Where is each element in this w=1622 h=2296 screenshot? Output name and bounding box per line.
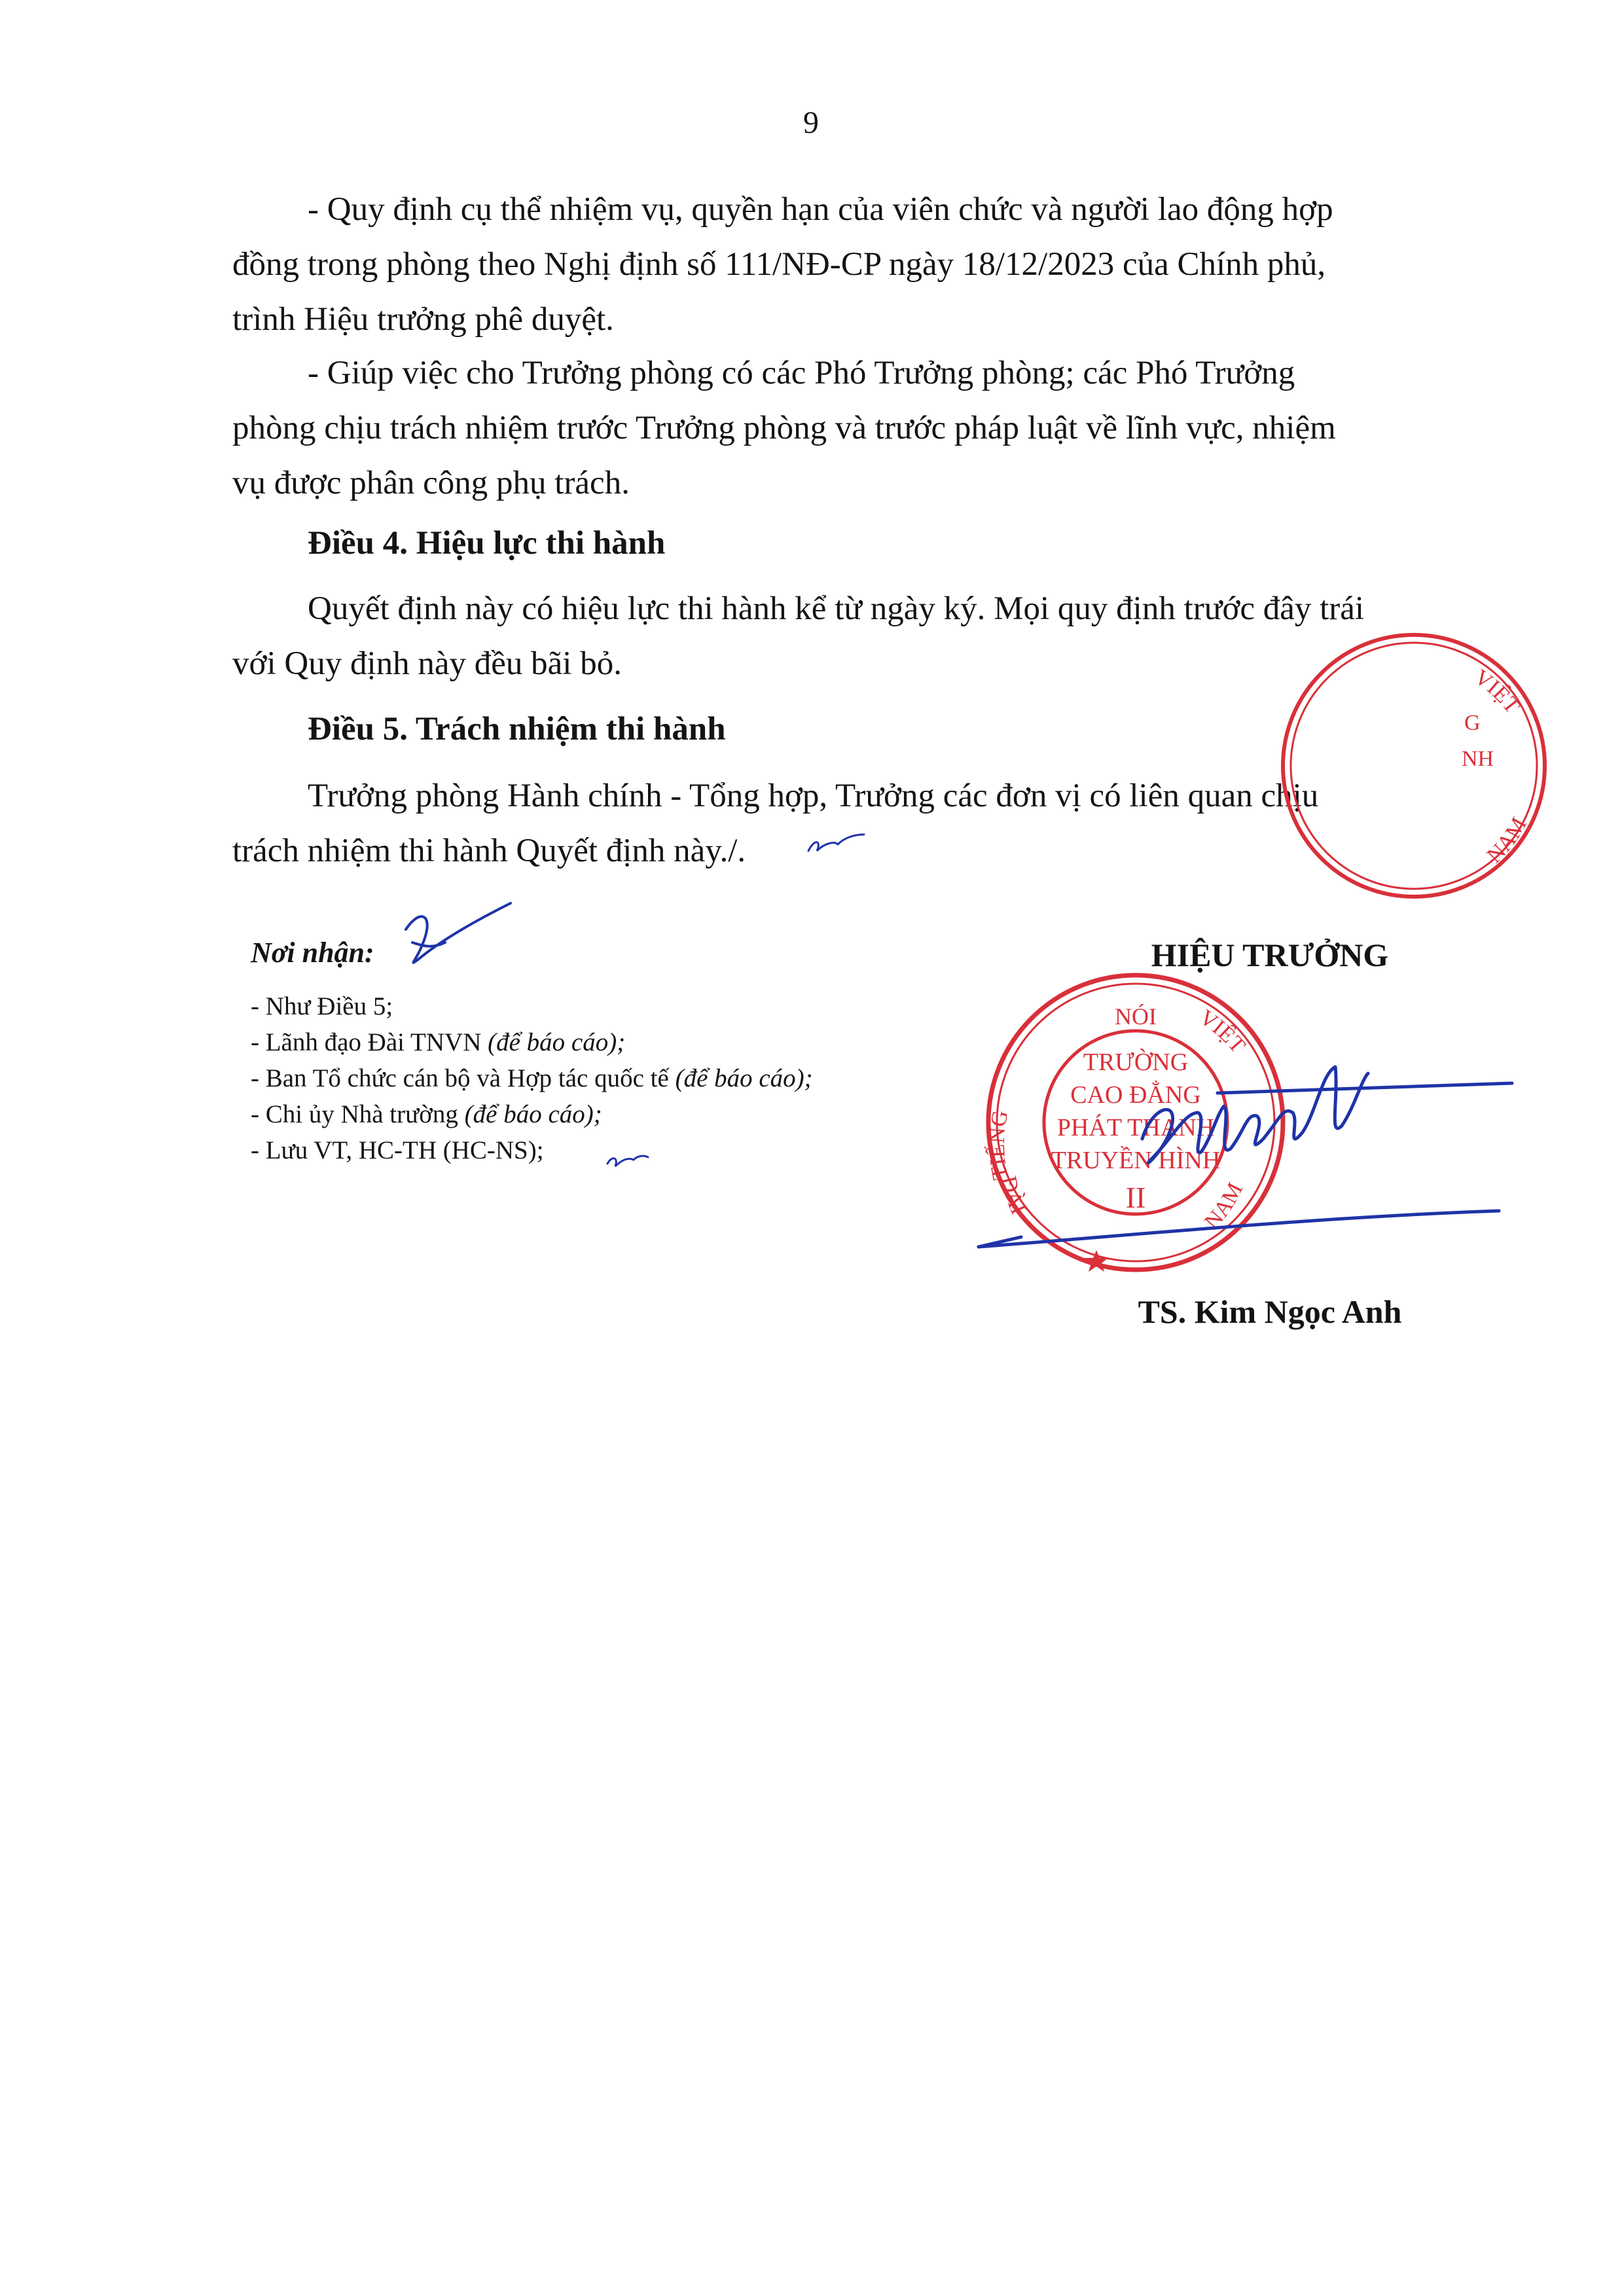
recipient-item: - Ban Tổ chức cán bộ và Hợp tác quốc tế (để báo cáo); [251, 1064, 813, 1092]
text-line: vụ được phân công phụ trách. [232, 465, 630, 501]
svg-text:ĐÀI [996, 1174, 1031, 1218]
recipient-item: - Như Điều 5; [251, 992, 393, 1020]
text-line: đồng trong phòng theo Nghị định số 111/NĐ-CP ngày 18/12/2023 của Chính phủ, [232, 246, 1326, 283]
text-line: - Giúp việc cho Trưởng phòng có các Phó Trưởng phòng; các Phó Trưởng [308, 355, 1295, 391]
seal-arc-text: NAM [1200, 1179, 1248, 1234]
text-line: với Quy định này đều bãi bỏ. [232, 645, 622, 682]
seal-arc-text: NAM [1482, 813, 1532, 868]
text-line: Trưởng phòng Hành chính - Tổng hợp, Trưởng các đơn vị có liên quan chịu [308, 778, 1319, 814]
initial-mark [808, 834, 864, 851]
seal-text: PHÁT THANH [1056, 1114, 1215, 1141]
signatory-title: HIỆU TRƯỞNG [1151, 937, 1389, 973]
svg-text:NAM [1483, 814, 1532, 868]
seal-text: TRƯỜNG [1083, 1049, 1189, 1076]
seal-text: TRUYỀN HÌNH [1051, 1147, 1221, 1174]
seal-arc-text: VIỆT [1195, 1005, 1250, 1058]
page-number: 9 [803, 105, 819, 140]
recipient-item: - Lãnh đạo Đài TNVN (để báo cáo); [251, 1028, 626, 1056]
seal-arc-text: ĐÀI [996, 1174, 1031, 1218]
recipient-item: - Lưu VT, HC-TH (HC-NS); [251, 1136, 544, 1164]
seal-text: CAO ĐẲNG [1070, 1081, 1201, 1109]
seal-arc-text: VIỆT [1469, 664, 1525, 719]
seal-arc-text: TIẾNG [984, 1108, 1013, 1182]
text-line: - Quy định cụ thể nhiệm vụ, quyền hạn của viên chức và người lao động hợp [308, 191, 1333, 228]
seal-text: NÓI [1115, 1003, 1157, 1030]
recipient-item: - Chi ủy Nhà trường (để báo cáo); [251, 1100, 602, 1128]
partial-seal [1283, 635, 1545, 897]
seal-text: II [1125, 1181, 1146, 1214]
text-line: trình Hiệu trưởng phê duyệt. [232, 301, 614, 338]
initial-mark [607, 1156, 648, 1166]
signatory-name: TS. Kim Ngọc Anh [1138, 1293, 1402, 1330]
text-line: trách nhiệm thi hành Quyết định này./. [232, 833, 746, 869]
seal-text: NH [1462, 747, 1494, 771]
initial-mark [406, 903, 511, 963]
recipients-title: Nơi nhận: [251, 937, 374, 969]
svg-text:TIẾNG [984, 1109, 1013, 1182]
seal-text: G [1464, 711, 1481, 735]
text-line: Quyết định này có hiệu lực thi hành kể từ ngày ký. Mọi quy định trước đây trái [308, 590, 1365, 627]
article-4-heading: Điều 4. Hiệu lực thi hành [308, 525, 666, 562]
text-line: phòng chịu trách nhiệm trước Trưởng phòng và trước pháp luật về lĩnh vực, nhiệm [232, 410, 1336, 446]
article-5-heading: Điều 5. Trách nhiệm thi hành [308, 711, 726, 747]
